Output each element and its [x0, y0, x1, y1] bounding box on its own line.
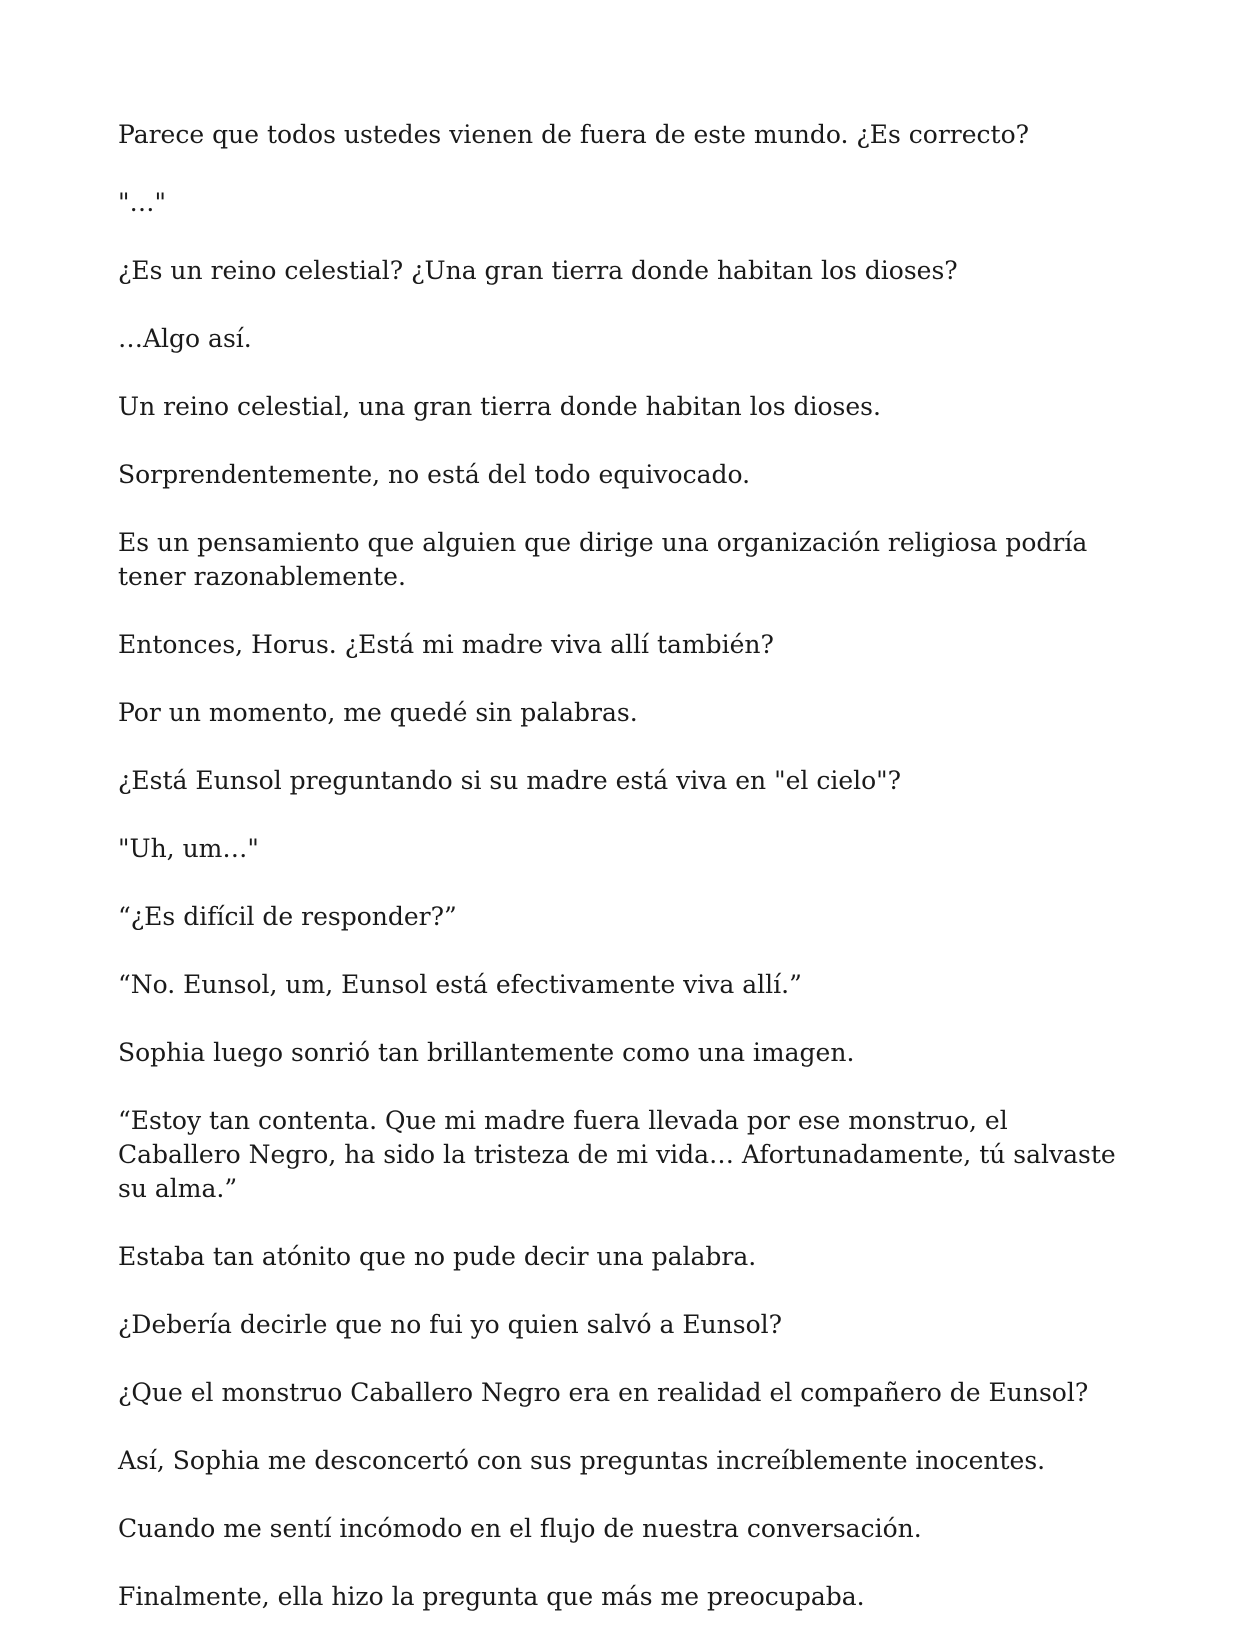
- paragraph: “¿Es difícil de responder?”: [118, 902, 457, 931]
- paragraph: …Algo así.: [118, 324, 252, 353]
- paragraph: Un reino celestial, una gran tierra donde habitan los dioses.: [118, 392, 881, 421]
- paragraph: ¿Que el monstruo Caballero Negro era en realidad el compañero de Eunsol?: [118, 1378, 1089, 1407]
- paragraph: "Uh, um…": [118, 834, 259, 863]
- body-text: [118, 118, 1128, 1648]
- paragraph: Finalmente, ella hizo la pregunta que más me preocupaba.: [118, 1582, 865, 1611]
- paragraph: “No. Eunsol, um, Eunsol está efectivamente viva allí.”: [118, 970, 802, 999]
- paragraph: Por un momento, me quedé sin palabras.: [118, 698, 638, 727]
- paragraph: Parece que todos ustedes vienen de fuera de este mundo. ¿Es correcto?: [118, 120, 1030, 149]
- paragraph: Cuando me sentí incómodo en el flujo de nuestra conversación.: [118, 1514, 922, 1543]
- paragraph: ¿Está Eunsol preguntando si su madre está viva en "el cielo"?: [118, 766, 902, 795]
- paragraph: Entonces, Horus. ¿Está mi madre viva allí también?: [118, 630, 774, 659]
- paragraph: Es un pensamiento que alguien que dirige una organización religiosa podría tener razonablemente.: [118, 528, 1088, 591]
- paragraph: Sorprendentemente, no está del todo equivocado.: [118, 460, 751, 489]
- paragraph: Así, Sophia me desconcertó con sus preguntas increíblemente inocentes.: [118, 1446, 1046, 1475]
- paragraph: ¿Debería decirle que no fui yo quien salvó a Eunsol?: [118, 1310, 783, 1339]
- paragraph: Sophia luego sonrió tan brillantemente como una imagen.: [118, 1038, 855, 1067]
- paragraph: Estaba tan atónito que no pude decir una palabra.: [118, 1242, 757, 1271]
- paragraph: ¿Es un reino celestial? ¿Una gran tierra donde habitan los dioses?: [118, 256, 958, 285]
- paragraph: "…": [118, 188, 166, 217]
- paragraph: “Estoy tan contenta. Que mi madre fuera llevada por ese monstruo, el Caballero Negro, ha sido la tristeza de mi vida… Afortunadamente, tú salvaste su alma.”: [118, 1106, 1116, 1203]
